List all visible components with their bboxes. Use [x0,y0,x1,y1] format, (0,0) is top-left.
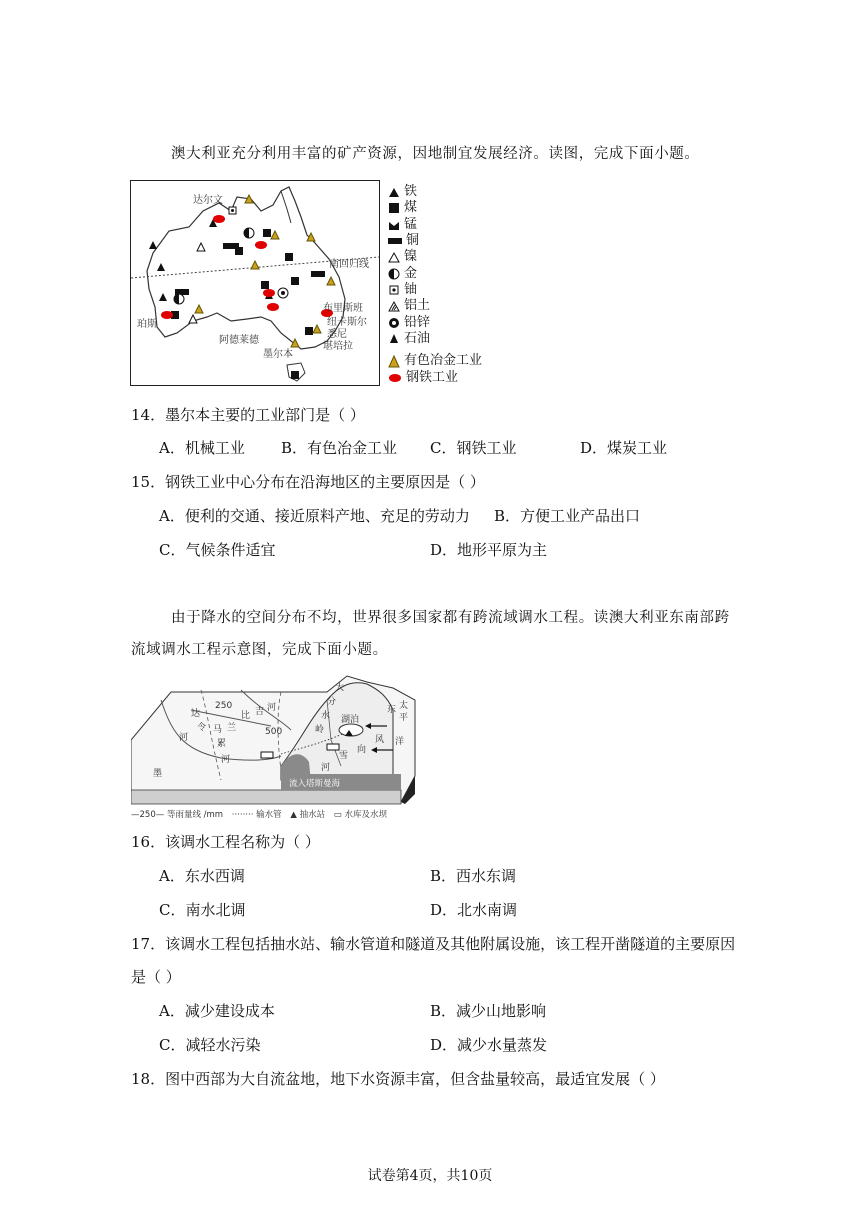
svg-text:比: 比 [241,711,251,721]
label-newcastle: 纽卡斯尔 [327,317,367,328]
label-tropic: 南回归线 [329,259,369,270]
svg-text:250: 250 [215,701,233,711]
svg-text:河: 河 [267,703,277,713]
legend-steel: 钢铁工业 [388,370,458,386]
diagram-legend [131,808,421,822]
label-canberra: 堪培拉 [323,341,353,352]
legend-gold: 金 [388,266,417,282]
question-14-stem: 14．墨尔本主要的工业部门是（ ） [131,406,365,424]
dam-legend-icon: ▭ [333,810,342,820]
svg-text:洋: 洋 [395,737,405,747]
legend-iron: 铁 [388,184,417,200]
nonferrous-metallurgy-flask-icon [388,354,400,368]
intro-paragraph-2-line-2: 流域调水工程示意图，完成下面小题。 [131,642,388,658]
oil-drop-icon [388,333,400,345]
question-15-stem: 15．钢铁工业中心分布在沿海地区的主要原因是（ ） [131,473,485,491]
water-transfer-block-diagram [131,670,417,820]
legend-nickel: 镍 [388,249,417,265]
pump-legend-icon: ▲ [290,810,297,820]
q14-option-b[interactable]: B．有色冶金工业 [281,439,398,457]
q17-option-d[interactable]: D．减少水量蒸发 [430,1036,548,1054]
legend-uranium: 铀 [388,282,417,298]
bauxite-hatched-triangle-icon [388,300,400,312]
uranium-square-dot-icon [388,284,400,296]
legend-dam-label: 水库及水坝 [344,810,388,820]
svg-text:兰: 兰 [227,723,237,733]
coal-square-icon [388,202,400,214]
svg-text:分: 分 [327,697,337,707]
gold-half-circle-icon [388,268,400,280]
q14-option-c[interactable]: C．钢铁工业 [430,439,517,457]
svg-text:达: 达 [191,709,201,719]
question-17-stem-line-2: 是（ ） [131,968,181,986]
legend-oil: 石油 [388,331,430,347]
q15-option-d[interactable]: D．地形平原为主 [430,541,548,559]
label-adelaide: 阿德莱德 [219,335,259,346]
svg-text:河: 河 [321,763,331,773]
label-darwin: 达尔文 [193,195,223,206]
australia-outline-svg [131,181,379,385]
q14-option-a[interactable]: A．机械工业 [159,439,245,457]
q15-option-c[interactable]: C．气候条件适宜 [159,541,276,559]
label-brisbane: 布里斯班 [323,303,363,314]
label-melbourne: 墨尔本 [263,349,293,360]
q15-option-a[interactable]: A．便利的交通、接近原料产地、充足的劳动力 [159,507,470,525]
svg-text:马: 马 [213,725,223,735]
isohyet-legend-icon: —250— [131,809,165,820]
svg-text:累: 累 [217,739,227,749]
q16-option-d[interactable]: D．北水南调 [430,901,518,919]
svg-text:风: 风 [375,735,385,745]
q16-option-c[interactable]: C．南水北调 [159,901,246,919]
australia-mineral-map [130,180,380,386]
svg-text:流入塔斯曼海: 流入塔斯曼海 [289,779,341,789]
intro-paragraph-2-line-1: 由于降水的空间分布不均，世界很多国家都有跨流域调水工程。读澳大利亚东南部跨 [171,610,730,626]
q17-option-c[interactable]: C．减轻水污染 [159,1036,261,1054]
q14-option-d[interactable]: D．煤炭工业 [580,439,668,457]
page-footer: 试卷第4页，共10页 [367,1168,493,1184]
svg-text:令: 令 [197,723,207,733]
nickel-triangle-outline-icon [388,251,400,263]
question-17-stem-line-1: 17．该调水工程包括抽水站、输水管道和隧道及其他附属设施，该工程开凿隧道的主要原因 [131,935,736,953]
legend-manganese: 锰 [388,217,417,233]
svg-text:墨: 墨 [153,769,163,779]
label-perth: 珀斯 [137,319,157,330]
steel-oval-icon [388,372,402,384]
svg-text:湖泊: 湖泊 [341,715,360,725]
svg-text:水: 水 [321,711,331,721]
svg-text:大: 大 [335,683,345,693]
question-16-stem: 16．该调水工程名称为（ ） [131,833,320,851]
legend-isohyet-label: 等雨量线 /mm [166,810,224,820]
svg-text:太: 太 [399,701,409,711]
iron-triangle-icon [388,186,400,198]
water-transfer-diagram-svg [131,670,417,820]
svg-text:向: 向 [357,745,367,755]
intro-paragraph-1: 澳大利亚充分利用丰富的矿产资源，因地制宜发展经济。读图，完成下面小题。 [171,146,700,162]
svg-text:河: 河 [179,733,189,743]
manganese-icon [388,219,400,231]
svg-text:吉: 吉 [255,707,265,717]
svg-text:平: 平 [399,713,409,723]
svg-text:雪: 雪 [339,751,349,761]
svg-text:500: 500 [265,727,283,737]
legend-pump-label: 抽水站 [299,810,326,820]
q16-option-b[interactable]: B．西水东调 [430,867,517,885]
svg-text:岭: 岭 [315,725,325,735]
q15-option-b[interactable]: B．方便工业产品出口 [494,507,641,525]
question-18-stem: 18．图中西部为大自流盆地，地下水资源丰富，但含盐量较高，最适宜发展（ ） [131,1070,665,1088]
svg-text:东: 东 [387,705,397,715]
legend-lead-zinc: 铅锌 [388,315,430,331]
legend-nonferrous: 有色冶金工业 [388,353,482,369]
q17-option-a[interactable]: A．减少建设成本 [159,1002,275,1020]
legend-pipe-label: 输水管 [256,810,282,820]
legend-copper: 铜 [388,233,419,249]
pipe-legend-icon: ········ [231,810,254,820]
lead-zinc-circle-icon [388,317,400,329]
copper-bar-icon [388,235,402,247]
q16-option-a[interactable]: A．东水西调 [159,867,245,885]
svg-text:河: 河 [221,755,231,765]
label-sydney: 悉尼 [327,329,347,340]
legend-bauxite: 铝土 [388,298,430,314]
q17-option-b[interactable]: B．减少山地影响 [430,1002,547,1020]
legend-coal: 煤 [388,200,417,216]
